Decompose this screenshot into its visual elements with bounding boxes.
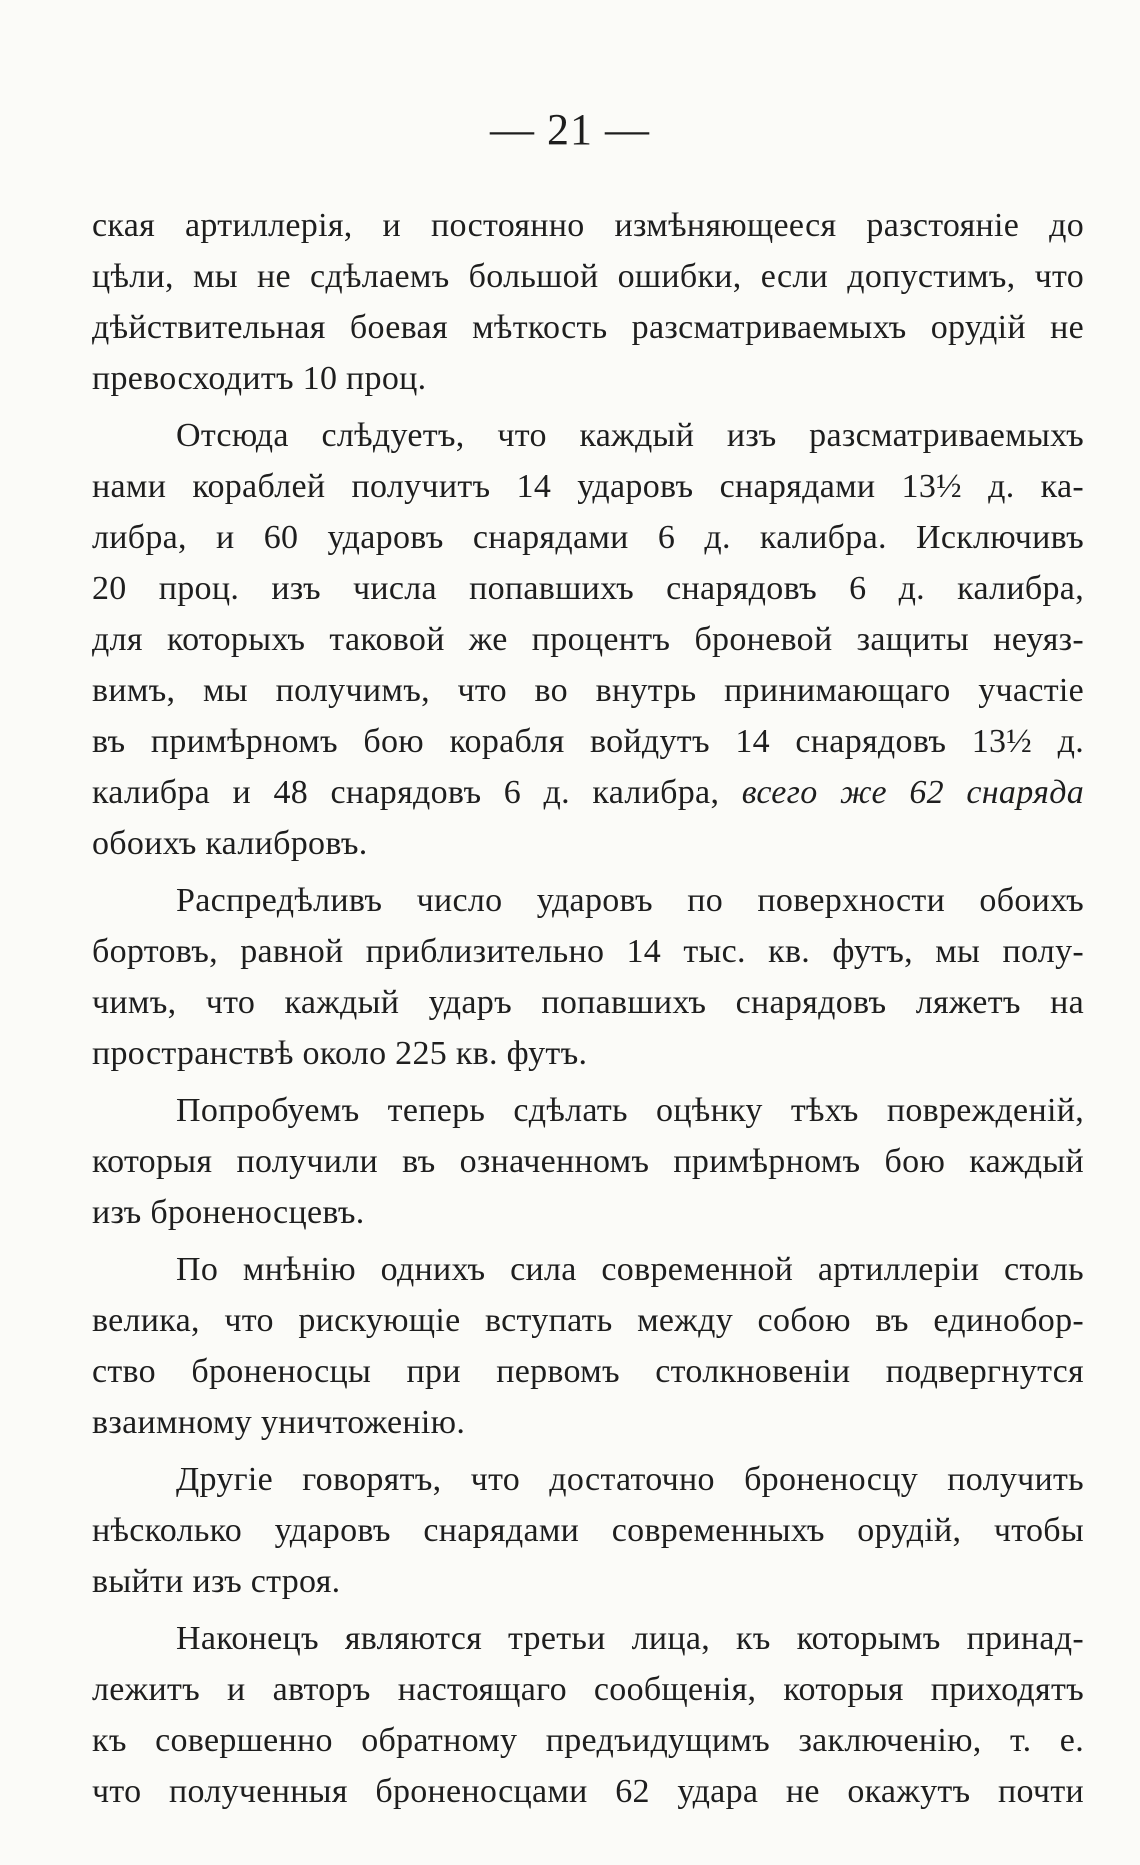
text-line: которыя получили въ означенномъ примѣрномъ бою каждый (92, 1143, 1084, 1180)
paragraph (92, 1085, 1084, 1238)
text-line: бортовъ, равной приблизительно 14 тыс. кв. футъ, мы полу- (92, 933, 1084, 970)
text-line: ство броненосцы при первомъ столкновеніи подвергнутся (92, 1353, 1084, 1390)
paragraph (92, 1244, 1084, 1448)
text-line: Наконецъ являются третьи лица, къ которымъ принад- (176, 1620, 1084, 1657)
text-line-with-emphasis (92, 767, 1084, 818)
text-line: взаимному уничтоженію. (92, 1404, 466, 1441)
text-line: лежитъ и авторъ настоящаго сообщенія, которыя приходятъ (92, 1671, 1084, 1708)
text-line: пространствѣ около 225 кв. футъ. (92, 1035, 588, 1072)
page-number: — 21 — (490, 105, 650, 154)
text-line: Другіе говорятъ, что достаточно броненосцу получить (176, 1461, 1084, 1498)
text-line: нѣсколько ударовъ снарядами современныхъ орудій, чтобы (92, 1512, 1084, 1549)
paragraph (92, 410, 1084, 869)
text-line: для которыхъ таковой же процентъ броневой защиты неуяз- (92, 621, 1084, 658)
text-line: изъ броненосцевъ. (92, 1194, 365, 1231)
text-line: вимъ, мы получимъ, что во внутрь принимающаго участіе (92, 672, 1084, 709)
paragraph (92, 1454, 1084, 1607)
text-line: ская артиллерія, и постоянно измѣняющееся разстояніе до (92, 207, 1084, 244)
text-line: къ совершенно обратному предъидущимъ заключенію, т. е. (92, 1722, 1084, 1759)
text-line: дѣйствительная боевая мѣткость разсматриваемыхъ орудій не (92, 309, 1084, 346)
paragraph (92, 875, 1084, 1079)
text-line: 20 проц. изъ числа попавшихъ снарядовъ 6 д. калибра, (92, 570, 1084, 607)
text-line: либра, и 60 ударовъ снарядами 6 д. калибра. Исключивъ (92, 519, 1084, 556)
italic-emphasis: всего же 62 снаряда (741, 774, 1084, 811)
text-line: въ примѣрномъ бою корабля войдутъ 14 снарядовъ 13½ д. (92, 723, 1084, 760)
text-line: обоихъ калибровъ. (92, 825, 368, 862)
text-line: выйти изъ строя. (92, 1563, 341, 1600)
text-line: велика, что рискующіе вступать между собою въ единобор- (92, 1302, 1084, 1339)
text-line: что полученныя броненосцами 62 удара не окажутъ почти (92, 1773, 1084, 1810)
body-text (92, 200, 1084, 1823)
text-line: По мнѣнію однихъ сила современной артиллеріи столь (176, 1251, 1084, 1288)
text-line: превосходитъ 10 проц. (92, 360, 427, 397)
text-line: нами кораблей получитъ 14 ударовъ снарядами 13½ д. ка- (92, 468, 1084, 505)
text-line: Отсюда слѣдуетъ, что каждый изъ разсматриваемыхъ (176, 417, 1084, 454)
text-segment: калибра и 48 снарядовъ 6 д. калибра, (92, 774, 720, 811)
text-line: чимъ, что каждый ударъ попавшихъ снарядовъ ляжетъ на (92, 984, 1084, 1021)
paragraph (92, 1613, 1084, 1817)
text-line: Попробуемъ теперь сдѣлать оцѣнку тѣхъ поврежденій, (176, 1092, 1084, 1129)
text-line: Распредѣливъ число ударовъ по поверхности обоихъ (176, 882, 1084, 919)
paragraph (92, 200, 1084, 404)
text-line: цѣли, мы не сдѣлаемъ большой ошибки, если допустимъ, что (92, 258, 1084, 295)
